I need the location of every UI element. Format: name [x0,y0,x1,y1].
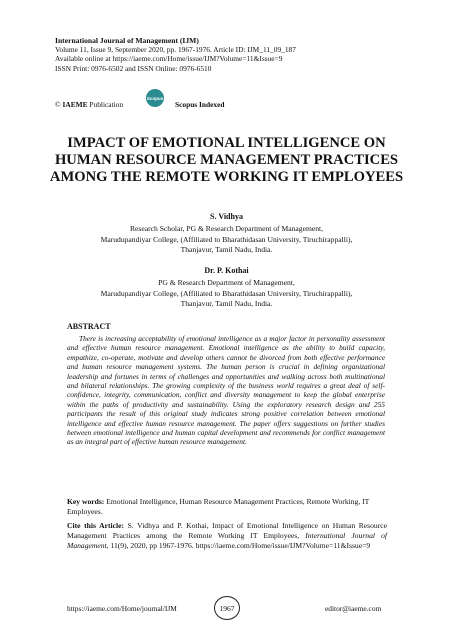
citation-details: 11(9), 2020, pp 1967-1976. [110,540,194,550]
author-name: Dr. P. Kothai [204,266,249,275]
keywords-text: Emotional Intelligence, Human Resource Management Practices, Remote Working, IT Employees. [67,497,370,516]
scopus-indexed-label: Scopus Indexed [175,100,225,109]
author-affiliation-line: Marudupandiyar College, (Affiliated to Bharathidasan University, Tiruchirappalli), [100,234,353,244]
publisher-credit [55,100,123,109]
page-number-text: 1967 [219,603,235,613]
citation-journal: International Journal of Management, [67,530,387,550]
page-number [214,596,240,620]
publisher-name: IAEME [62,100,88,109]
footer-journal-link[interactable]: https://iaeme.com/Home/journal/IJM [67,604,177,613]
scopus-logo-icon [146,89,164,107]
author-affiliation-line: PG & Research Department of Management, [158,278,295,288]
citation-text: S. Vidhya and P. Kothai, Impact of Emotional Intelligence on Human Resource Management Practices among the Remote Working IT Employees, [67,521,387,540]
author-affiliation-line: Thanjavur, Tamil Nadu, India. [180,298,273,308]
author-block-2 [40,266,413,309]
abstract-text: There is increasing acceptability of emotional intelligence as a major factor in personality assessment and effective human resource management. Emotional intelligence as the ability to build capacity, empathize, co-operate, motivate and develop others cannot be divorced from both effective performance and human resource management systems. The human person is crucial in defining organizational leadership and fortunes in terms of challenges and opportunities and walking across both multinational and bilateral relationships. The growing complexity of the business world requires a great deal of self-confidence, integrity, communication, conflict and diversity management to keep the global enterprise within the paths of productivity and sustainability. Using the exploratory research design and 255 participants the result of this original study indicates strong positive correlation between emotional intelligence and effective human resource management. The paper offers suggestions on further studies between emotional intelligence and human capital development and recommends for conflict management as an integral part of effective human resource management. [67,334,385,447]
citation-url[interactable]: https://iaeme.com/Home/issue/IJM?Volume=11&Issue=9 [195,540,371,550]
publication-row [55,95,415,115]
author-block-1 [40,212,413,255]
online-line: Available online at https://iaeme.com/Home/issue/IJM?Volume=11&Issue=9 [55,54,283,64]
abstract-heading: ABSTRACT [67,322,111,331]
publication-word: Publication [89,100,124,109]
author-affiliation-line: Research Scholar, PG & Research Department of Management, [129,224,324,234]
keywords-paragraph [67,497,387,517]
journal-name: International Journal of Management (IJM) [55,36,199,45]
footer-email-link[interactable]: editor@iaeme.com [325,604,382,613]
author-affiliation-line: Marudupandiyar College, (Affiliated to Bharathidasan University, Tiruchirappalli), [100,288,353,298]
author-name: S. Vidhya [210,212,243,221]
citation-label: Cite this Article: [67,521,124,530]
copyright-symbol: © [55,100,61,109]
volume-line: Volume 11, Issue 9, September 2020, pp. 1967-1976. Article ID: IJM_11_09_187 [55,45,296,55]
citation-paragraph [67,521,387,550]
journal-header [55,36,415,73]
author-affiliation-line: Thanjavur, Tamil Nadu, India. [180,244,273,254]
scopus-logo-text: Scopus [146,95,164,101]
keywords-label: Key words: [67,497,105,506]
paper-title: IMPACT OF EMOTIONAL INTELLIGENCE ON HUMAN RESOURCE MANAGEMENT PRACTICES AMONG THE REMOTE WORKING IT EMPLOYEES [49,135,404,185]
issn-line: ISSN Print: 0976-6502 and ISSN Online: 0976-6510 [55,63,212,73]
